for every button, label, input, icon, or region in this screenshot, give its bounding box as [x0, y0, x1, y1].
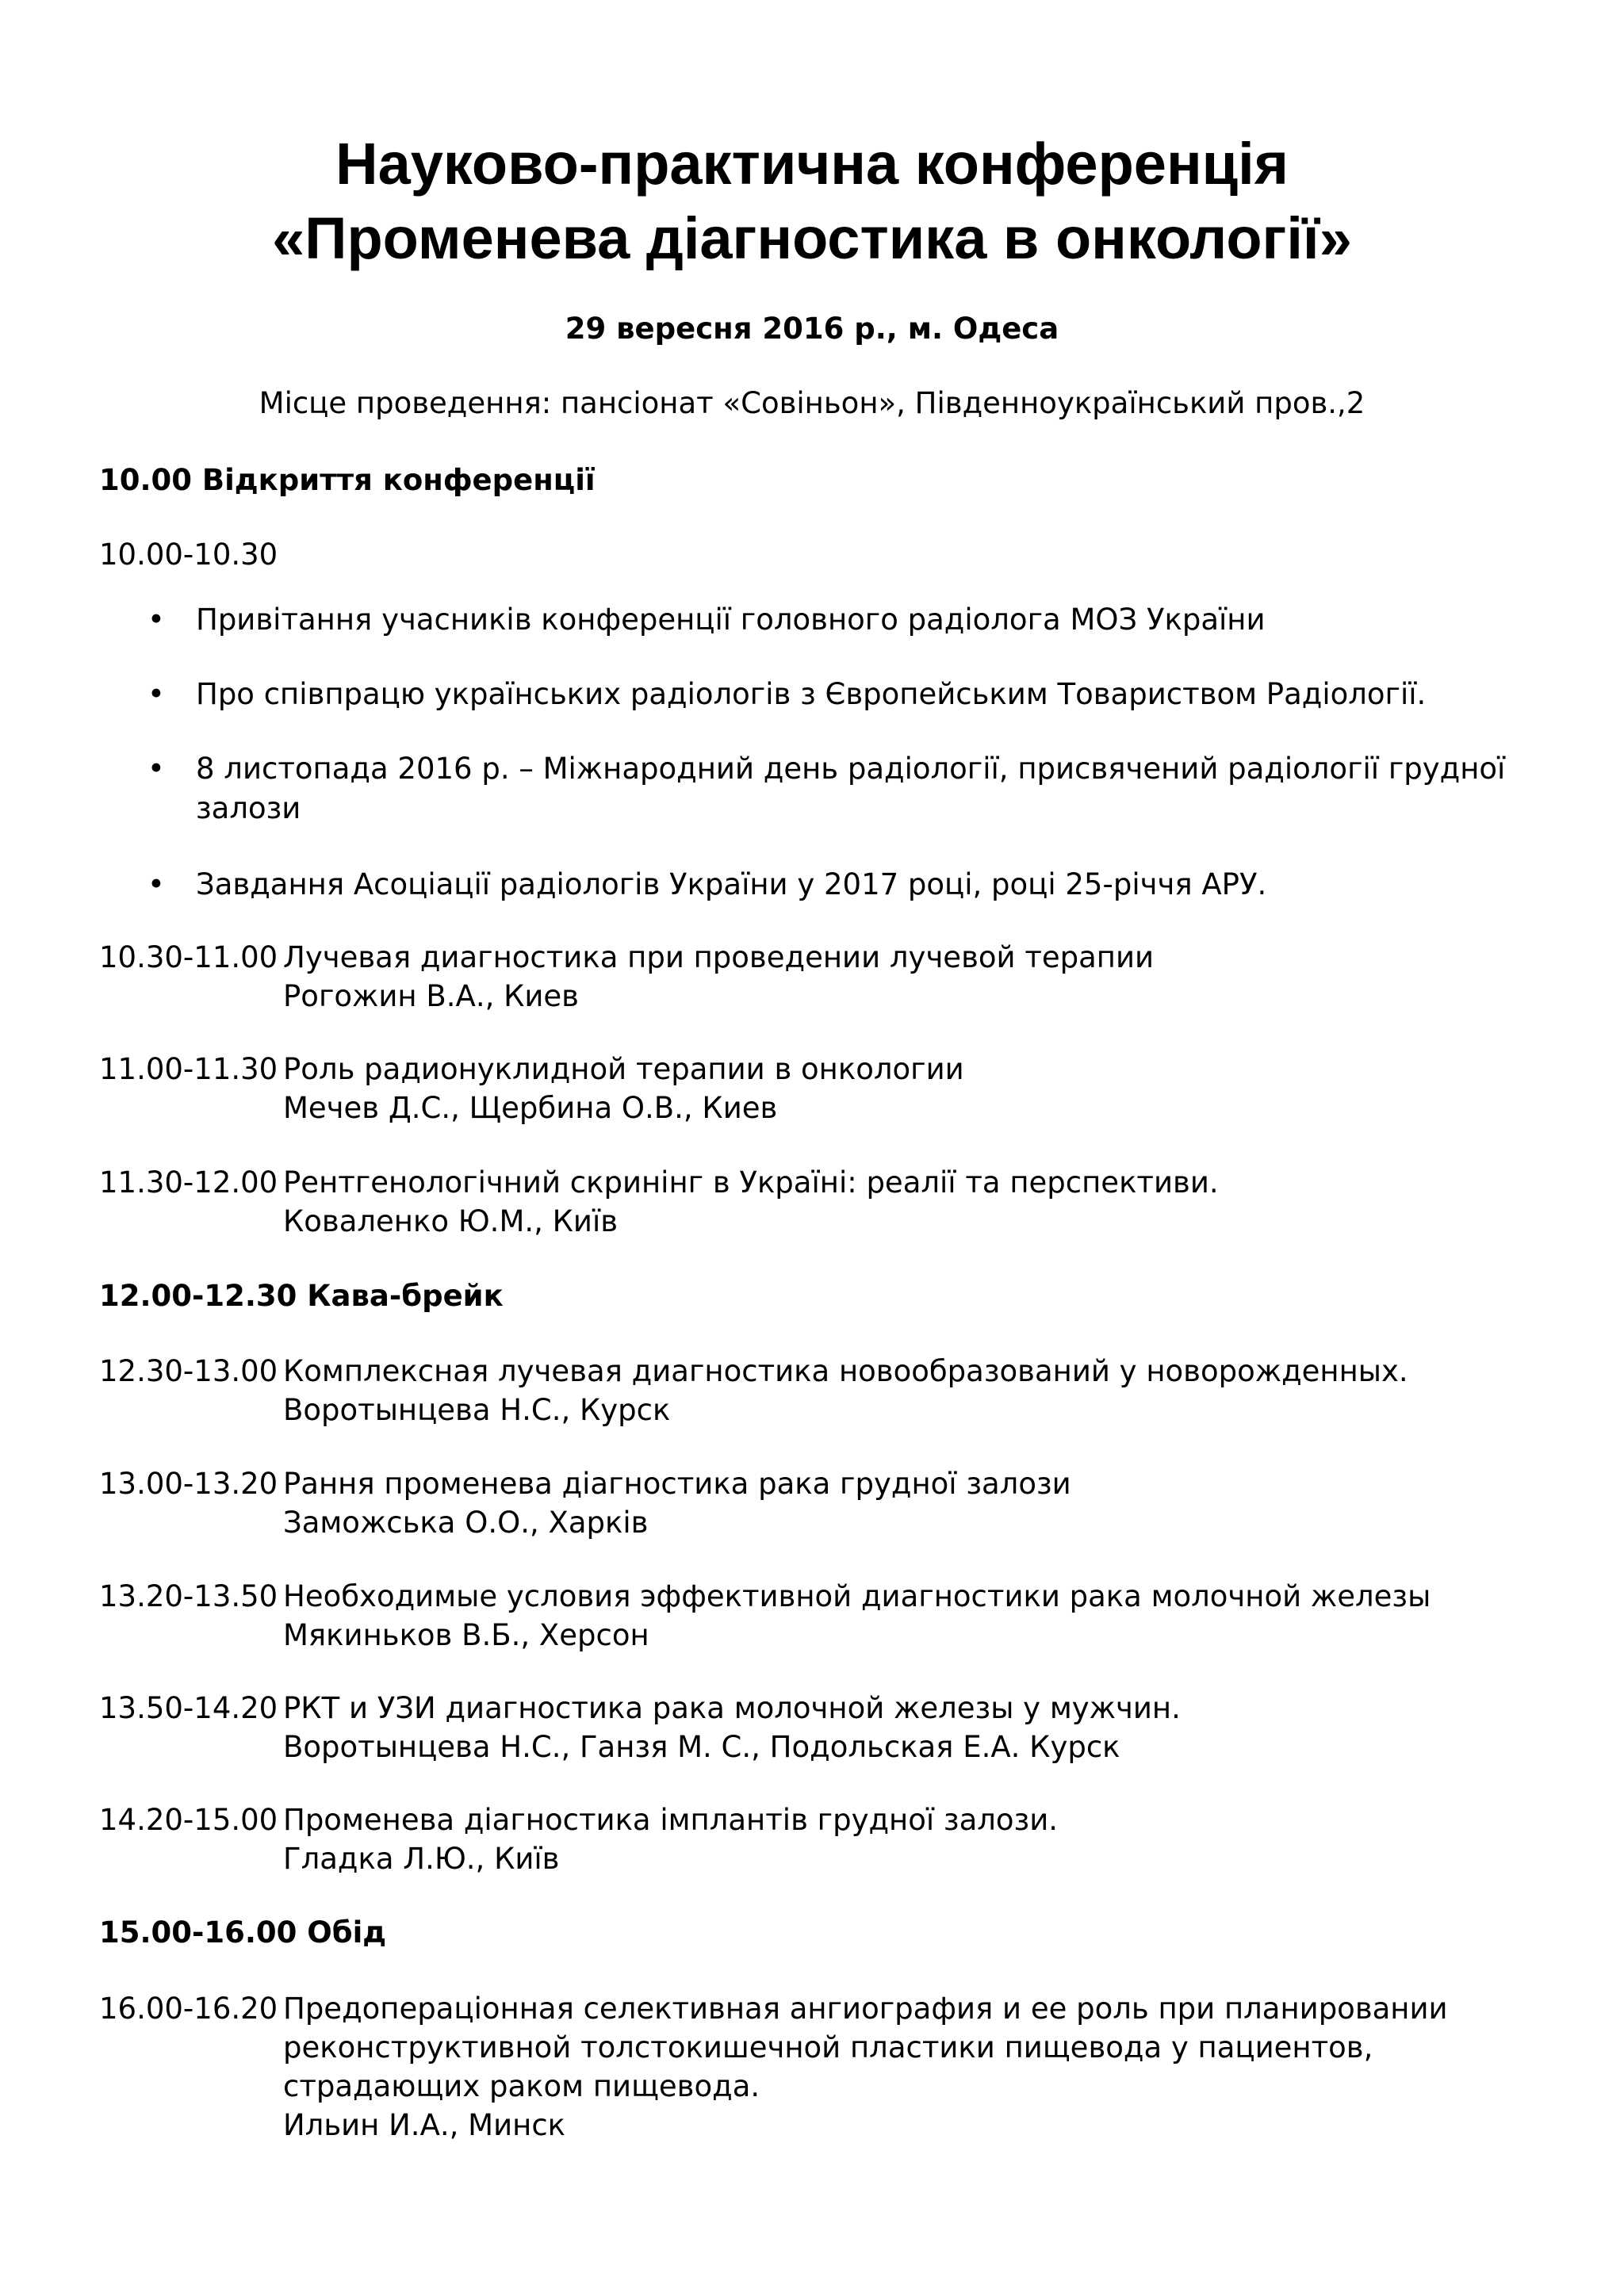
session-authors: Мечев Д.С., Щербина О.В., Киев	[283, 1091, 778, 1125]
bullet-item: • Про співпрацю українських радіологів з Європейським Товариством Радіології.	[99, 675, 1526, 714]
session-title: Предопераціонная селективная ангиография и ее роль при планировании	[283, 1992, 1448, 2026]
session-title: Рання променева діагностика рака грудної залози	[283, 1467, 1071, 1501]
session-authors: Ильин И.А., Минск	[283, 2108, 566, 2142]
session-item	[99, 1689, 1181, 1766]
session-item	[99, 938, 1154, 1016]
session-time: 12.30-13.00	[99, 1354, 278, 1388]
session-title: Променева діагностика імплантів грудної залози.	[283, 1803, 1059, 1837]
session-title-continued: страдающих раком пищевода.	[283, 2069, 760, 2103]
session-title-continued: реконструктивной толстокишечной пластики пищевода у пациентов,	[283, 2030, 1373, 2064]
session-title: РКТ и УЗИ диагностика рака молочной железы у мужчин.	[283, 1691, 1181, 1725]
session-title: Комплексная лучевая диагностика новообразований у новорожденных.	[283, 1354, 1408, 1388]
session-time: 13.00-13.20	[99, 1467, 278, 1501]
session-time: 16.00-16.20	[99, 1992, 278, 2026]
session-authors: Мякиньков В.Б., Херсон	[283, 1618, 649, 1652]
title-line-1: Науково-практична конференція	[335, 131, 1289, 197]
session-time: 11.00-11.30	[99, 1052, 278, 1086]
bullet-item: • Завдання Асоціації радіологів України у 2017 році, році 25-річчя АРУ.	[99, 865, 1526, 905]
session-item	[99, 1352, 1408, 1429]
session-time: 11.30-12.00	[99, 1165, 278, 1200]
bullet-item: • 8 листопада 2016 р. – Міжнародний день радіології, присвячений радіології грудної залози	[99, 749, 1526, 828]
session-time: 10.30-11.00	[99, 940, 278, 974]
session-authors: Рогожин В.А., Киев	[283, 979, 579, 1013]
session-title: Рентгенологічний скринінг в Україні: реалії та перспективи.	[283, 1165, 1219, 1200]
session-time: 13.20-13.50	[99, 1579, 278, 1613]
lunch-heading: 15.00-16.00 Обід	[99, 1915, 387, 1950]
session-time: 14.20-15.00	[99, 1803, 278, 1837]
session-item	[99, 1577, 1431, 1655]
session-authors: Воротынцева Н.С., Курск	[283, 1393, 671, 1427]
coffee-break-heading: 12.00-12.30 Кава-брейк	[99, 1279, 504, 1313]
opening-heading: 10.00 Відкриття конференції	[99, 463, 596, 497]
title-line-2: «Променева діагностика в онкології»	[272, 205, 1352, 271]
session-authors: Коваленко Ю.М., Київ	[283, 1204, 619, 1238]
session-item	[99, 1163, 1219, 1241]
opening-time: 10.00-10.30	[99, 538, 278, 572]
opening-bullet-list	[99, 600, 1526, 939]
date-line: 29 вересня 2016 р., м. Одеса	[565, 312, 1059, 346]
session-title: Роль радионуклидной терапии в онкологии	[283, 1052, 964, 1086]
session-item	[99, 1464, 1071, 1542]
session-item	[99, 1989, 1448, 2145]
session-authors: Гладка Л.Ю., Київ	[283, 1842, 560, 1876]
session-title: Лучевая диагностика при проведении лучевой терапии	[283, 940, 1155, 974]
bullet-item: • Привітання учасників конференції головного радіолога МОЗ України	[99, 600, 1526, 640]
session-authors: Воротынцева Н.С., Ганзя М. С., Подольская Е.А. Курск	[283, 1730, 1120, 1764]
venue-line: Місце проведення: пансіонат «Совіньон», Південноукраїнський пров.,2	[259, 386, 1365, 420]
session-title: Необходимые условия эффективной диагностики рака молочной железы	[283, 1579, 1431, 1613]
session-item	[99, 1050, 964, 1127]
session-item	[99, 1800, 1058, 1878]
session-authors: Заможська О.О., Харків	[283, 1506, 649, 1540]
session-time: 13.50-14.20	[99, 1691, 278, 1725]
